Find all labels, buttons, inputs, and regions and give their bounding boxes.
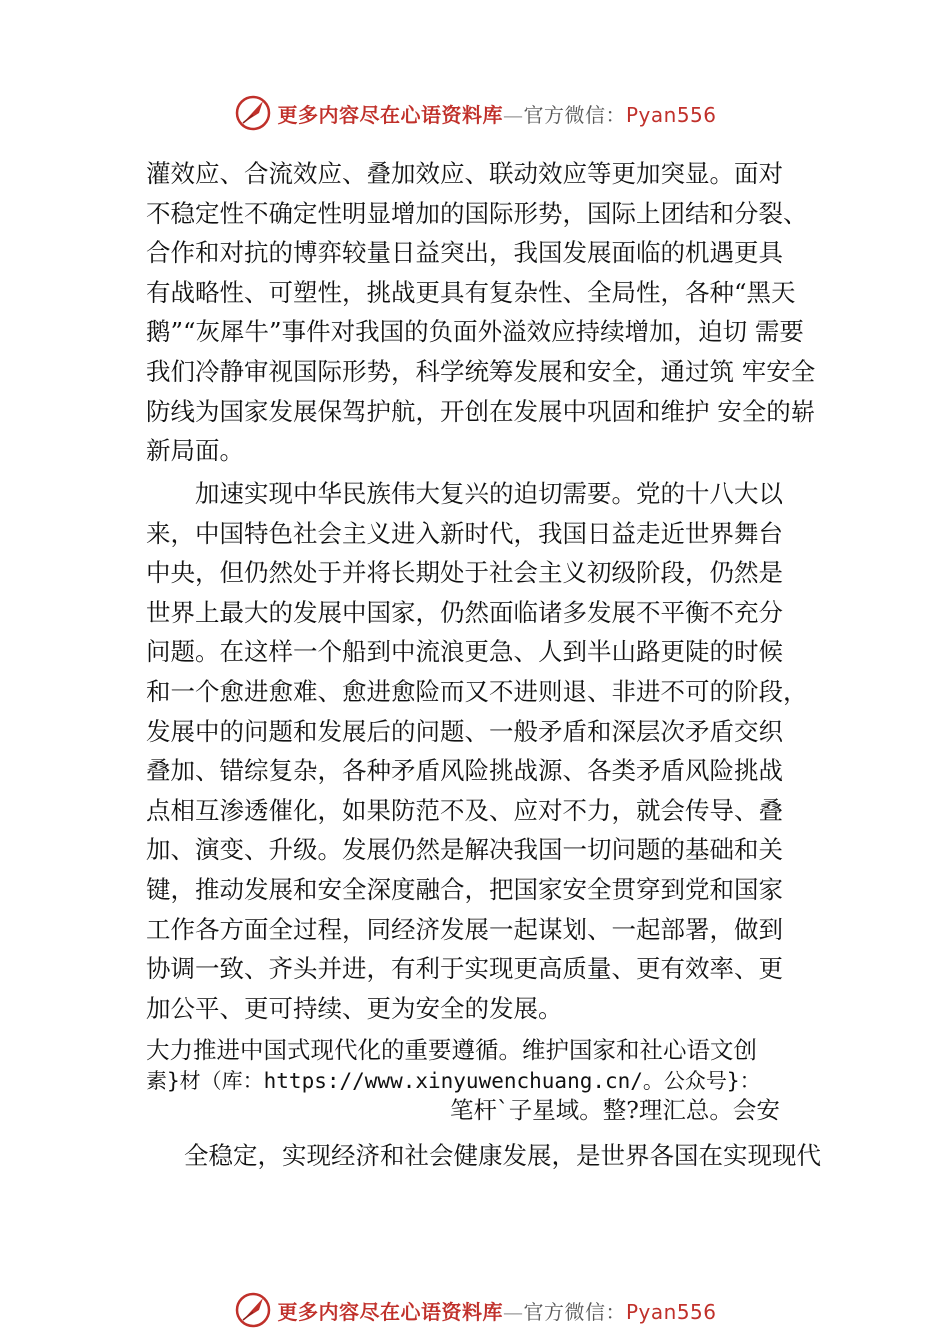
text-line: 鹅”“灰犀牛”事件对我国的负面外溢效应持续增加，迫切 需要 — [146, 317, 804, 347]
text-line: 键，推动发展和安全深度融合，把国家安全贯穿到党和国家 — [146, 874, 783, 904]
text-line: 协调一致、齐头并进，有利于实现更高质量、更有效率、更 — [146, 954, 783, 984]
text-line: 不稳定性不确定性明显增加的国际形势，国际上团结和分裂、 — [146, 198, 808, 228]
text-line: 有战略性、可塑性，挑战更具有复杂性、全局性，各种“黑天 — [146, 277, 796, 307]
text-line: 加公平、更可持续、更为安全的发展。 — [146, 993, 563, 1023]
text-line: 加速实现中华民族伟大复兴的迫切需要。党的十八大以 — [195, 479, 783, 508]
quill-pen-logo-icon — [233, 1290, 273, 1330]
banner-text — [277, 1296, 716, 1325]
header-banner — [0, 90, 950, 136]
text-line: 来，中国特色社会主义进入新时代，我国日益走近世界舞台 — [146, 518, 783, 548]
text-line: 防线为国家发展保驾护航，开创在发展中巩固和维护 安全的崭 — [146, 396, 816, 426]
quill-pen-logo-icon — [233, 93, 273, 133]
watermark-line-3: 笔杆`子星域。整?理汇总。会安 — [450, 1096, 780, 1124]
text-line: 和一个愈进愈难、愈进愈险而又不进则退、非进不可的阶段， — [146, 676, 808, 706]
text-line: 世界上最大的发展中国家，仍然面临诸多发展不平衡不充分 — [146, 597, 783, 627]
banner-dash: — — [502, 102, 524, 127]
paragraph-1 — [146, 154, 836, 471]
paragraph-3-start: 全稳定，实现经济和社会健康发展，是世界各国在实现现代 — [184, 1141, 821, 1170]
banner-account: Pyan556 — [625, 102, 717, 127]
text-line: 点相互渗透催化，如果防范不及、应对不力，就会传导、叠 — [146, 795, 783, 825]
text-line: 发展中的问题和发展后的问题、一般矛盾和深层次矛盾交织 — [146, 716, 783, 746]
paragraph-2 — [146, 474, 836, 1028]
text-line: 叠加、错综复杂，各种矛盾风险挑战源、各类矛盾风险挑战 — [146, 756, 783, 786]
text-line: 灌效应、合流效应、叠加效应、联动效应等更加突显。面对 — [146, 159, 783, 188]
text-line: 加、演变、升级。发展仍然是解决我国一切问题的基础和关 — [146, 835, 783, 865]
footer-banner — [0, 1287, 950, 1333]
watermark-line-2: 素}材（库：https://www.xinyuwenchuang.cn/。公众号}： — [146, 1069, 761, 1093]
text-line: 问题。在这样一个船到中流浪更急、人到半山路更陡的时候 — [146, 637, 783, 667]
banner-dash: — — [502, 1299, 524, 1324]
banner-wechat-label: 官方微信： — [523, 1299, 626, 1324]
banner-account: Pyan556 — [625, 1299, 717, 1324]
banner-text — [277, 99, 716, 128]
text-line: 新局面。 — [146, 436, 244, 466]
text-line: 中央，但仍然处于并将长期处于社会主义初级阶段，仍然是 — [146, 558, 783, 588]
text-line: 我们冷静审视国际形势，科学统筹发展和安全，通过筑 牢安全 — [146, 356, 816, 386]
banner-brand: 更多内容尽在心语资料库 — [277, 102, 503, 127]
text-line: 工作各方面全过程，同经济发展一起谋划、一起部署，做到 — [146, 914, 783, 944]
banner-brand: 更多内容尽在心语资料库 — [277, 1299, 503, 1324]
watermark-line-1: 大力推进中国式现代化的重要遵循。维护国家和社心语文创 — [146, 1036, 757, 1064]
banner-wechat-label: 官方微信： — [523, 102, 626, 127]
text-line: 合作和对抗的博弈较量日益突出，我国发展面临的机遇更具 — [146, 238, 783, 268]
